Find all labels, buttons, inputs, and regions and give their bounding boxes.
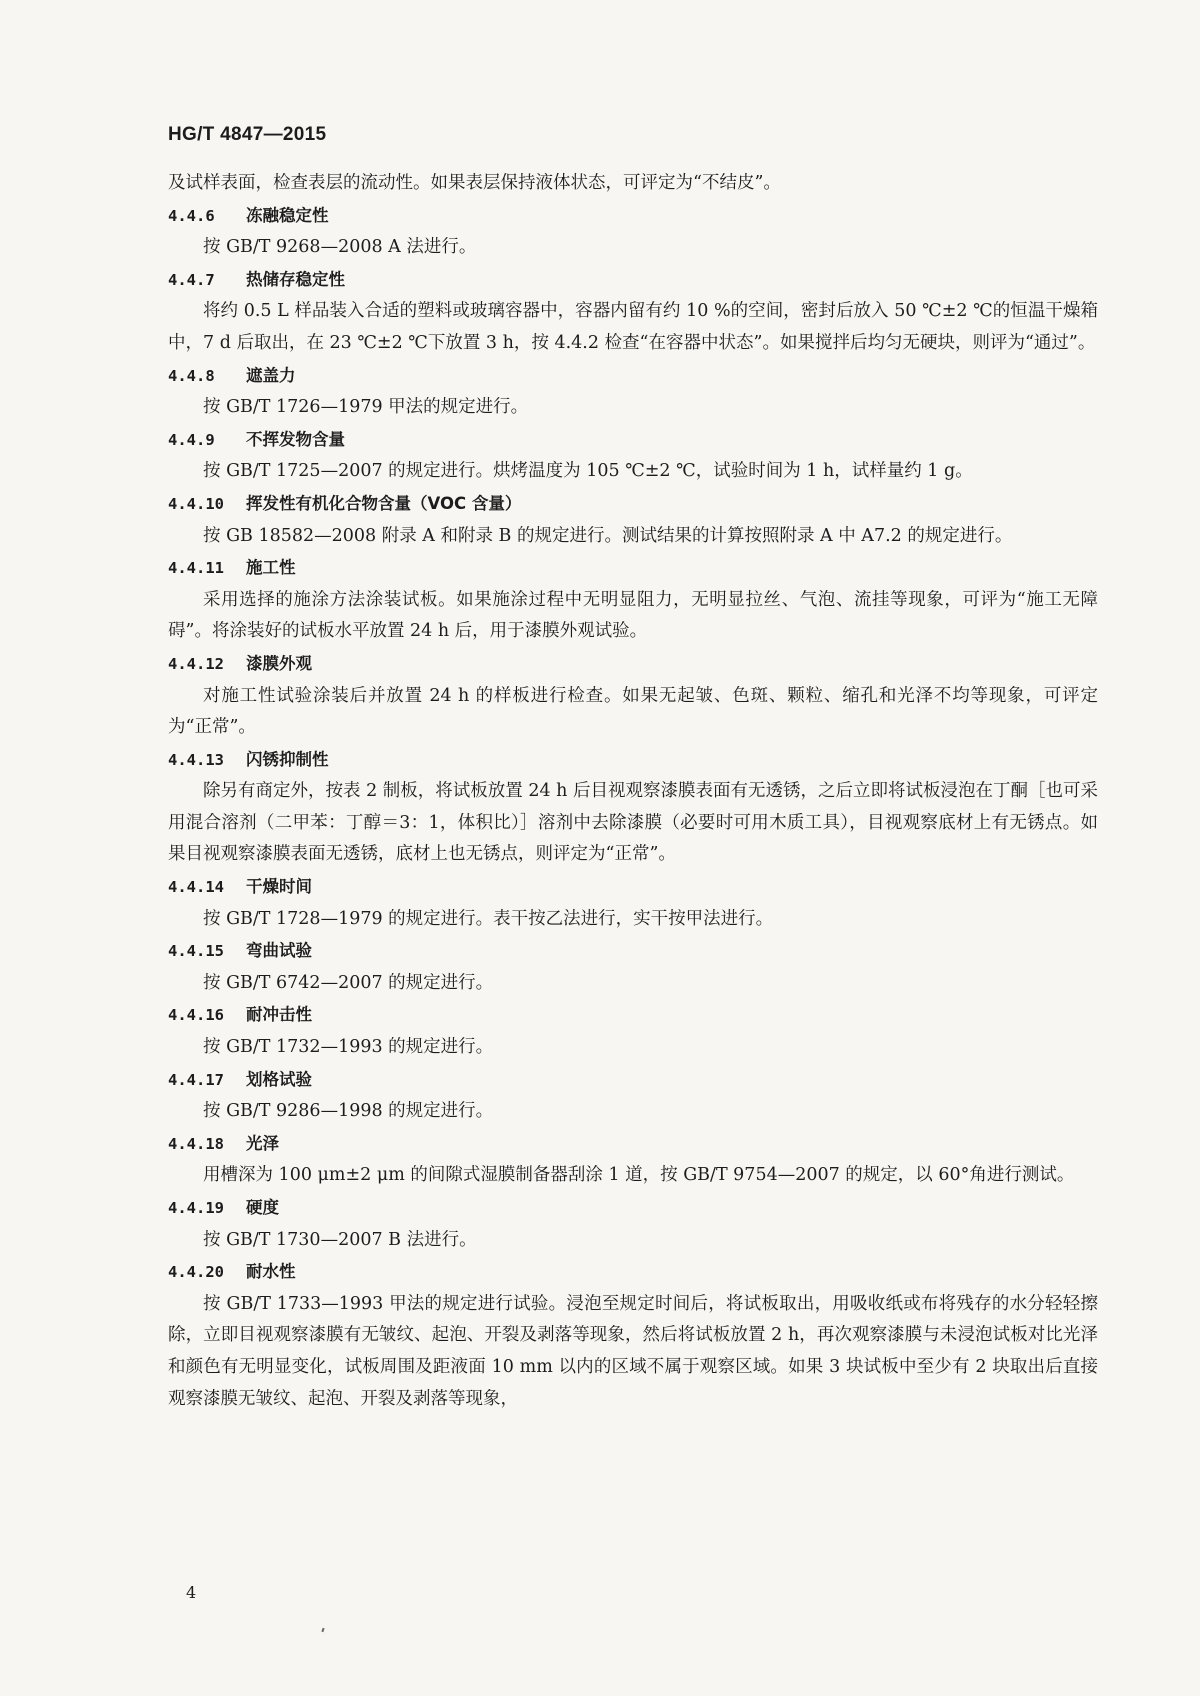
section-number: 4.4.18 [168,1134,224,1153]
section-title: 干燥时间 [246,877,312,897]
section-title: 闪锈抑制性 [246,749,329,769]
section-heading [168,648,1098,681]
section-number: 4.4.8 [168,366,215,385]
body-paragraph: 按 GB/T 9268—2008 A 法进行。 [203,237,477,258]
section-heading [168,488,1098,521]
body-paragraph: 按 GB/T 1732—1993 的规定进行。 [203,1037,494,1058]
section-number: 4.4.11 [168,559,224,578]
section-number: 4.4.6 [168,206,215,225]
section-heading [168,200,1098,233]
section-title: 耐水性 [246,1262,296,1282]
body-paragraph: 将约 0.5 L 样品装入合适的塑料或玻璃容器中，容器内留有约 10 %的空间，密封后放入 50 ℃±2 ℃的恒温干燥箱中，7 d 后取出，在 23 ℃±2 ℃下放置 3 h，按 4.4.2 检查“在容器中状态”。如果搅拌后均匀无硬块，则评为“通过”。 [168,301,1098,353]
section-title: 遮盖力 [246,365,296,385]
section-heading [168,1192,1098,1225]
body-paragraph: 按 GB/T 1730—2007 B 法进行。 [203,1229,477,1250]
section-heading [168,999,1098,1032]
section-title: 光泽 [246,1133,279,1153]
section-title: 冻融稳定性 [246,205,329,225]
body-paragraph: 用槽深为 100 μm±2 μm 的间隙式湿膜制备器刮涂 1 道，按 GB/T 9754—2007 的规定，以 60°角进行测试。 [203,1165,1075,1186]
section-title: 热储存稳定性 [246,269,345,289]
standard-number-header: HG/T 4847—2015 [168,124,327,145]
body-paragraph: 除另有商定外，按表 2 制板，将试板放置 24 h 后目视观察漆膜表面有无透锈，之后立即将试板浸泡在丁酮［也可采用混合溶剂（二甲苯：丁醇＝3：1，体积比）］溶剂中去除漆膜（必要时可用木质工具），目视观察底材上有无锈点。如果目视观察漆膜表面无透锈，底材上也无锈点，则评定为“正常”。 [168,781,1098,865]
body-paragraph: 按 GB/T 9286—1998 的规定进行。 [203,1101,494,1122]
section-heading [168,1256,1098,1289]
document-body [168,168,1098,1415]
section-heading [168,264,1098,297]
body-paragraph: 及试样表面，检查表层的流动性。如果表层保持液体状态，可评定为“不结皮”。 [168,173,781,193]
section-heading [168,424,1098,457]
section-title: 耐冲击性 [246,1005,312,1025]
body-paragraph: 对施工性试验涂装后并放置 24 h 的样板进行检查。如果无起皱、色斑、颗粒、缩孔和光泽不均等现象，可评定为“正常”。 [168,685,1098,738]
body-paragraph: 按 GB 18582—2008 附录 A 和附录 B 的规定进行。测试结果的计算按照附录 A 中 A7.2 的规定进行。 [203,525,1013,546]
section-number: 4.4.12 [168,654,224,673]
body-paragraph: 按 GB/T 6742—2007 的规定进行。 [203,972,494,993]
scan-speck [321,1628,324,1632]
section-title: 漆膜外观 [246,653,312,673]
page-number: 4 [186,1583,197,1602]
body-paragraph: 按 GB/T 1726—1979 甲法的规定进行。 [203,397,529,418]
section-heading [168,1064,1098,1097]
section-title: 不挥发物含量 [246,429,345,449]
section-number: 4.4.10 [168,494,224,513]
body-paragraph: 按 GB/T 1725—2007 的规定进行。烘烤温度为 105 ℃±2 ℃，试验时间为 1 h，试样量约 1 g。 [203,461,973,482]
body-paragraph: 按 GB/T 1733—1993 甲法的规定进行试验。浸泡至规定时间后，将试板取出，用吸收纸或布将残存的水分轻轻擦除，立即目视观察漆膜有无皱纹、起泡、开裂及剥落等现象，然后将试板放置 2 h，再次观察漆膜与未浸泡试板对比光泽和颜色有无明显变化，试板周围及距液面 10 mm 以内的区域不属于观察区域。如果 3 块试板中至少有 2 块取出后直接观察漆膜无皱纹、起泡、开裂及剥落等现象， [168,1293,1098,1409]
section-title: 挥发性有机化合物含量（VOC 含量） [246,493,522,513]
body-paragraph: 采用选择的施涂方法涂装试板。如果施涂过程中无明显阻力，无明显拉丝、气泡、流挂等现象，可评为“施工无障碍”。将涂装好的试板水平放置 24 h 后，用于漆膜外观试验。 [168,589,1098,642]
section-title: 施工性 [246,558,296,578]
section-number: 4.4.15 [168,942,224,961]
section-number: 4.4.17 [168,1070,224,1089]
section-title: 弯曲试验 [246,941,312,961]
section-number: 4.4.16 [168,1006,224,1025]
section-heading [168,1128,1098,1161]
section-number: 4.4.13 [168,750,224,769]
section-heading [168,360,1098,393]
section-number: 4.4.9 [168,430,215,449]
section-number: 4.4.20 [168,1263,224,1282]
section-heading [168,871,1098,904]
section-number: 4.4.14 [168,878,224,897]
body-paragraph: 按 GB/T 1728—1979 的规定进行。表干按乙法进行，实干按甲法进行。 [203,908,774,929]
section-heading [168,744,1098,777]
section-heading [168,552,1098,585]
section-heading [168,935,1098,968]
section-number: 4.4.19 [168,1199,224,1217]
section-title: 划格试验 [246,1069,312,1089]
section-title: 硬度 [246,1198,279,1217]
section-number: 4.4.7 [168,270,215,289]
